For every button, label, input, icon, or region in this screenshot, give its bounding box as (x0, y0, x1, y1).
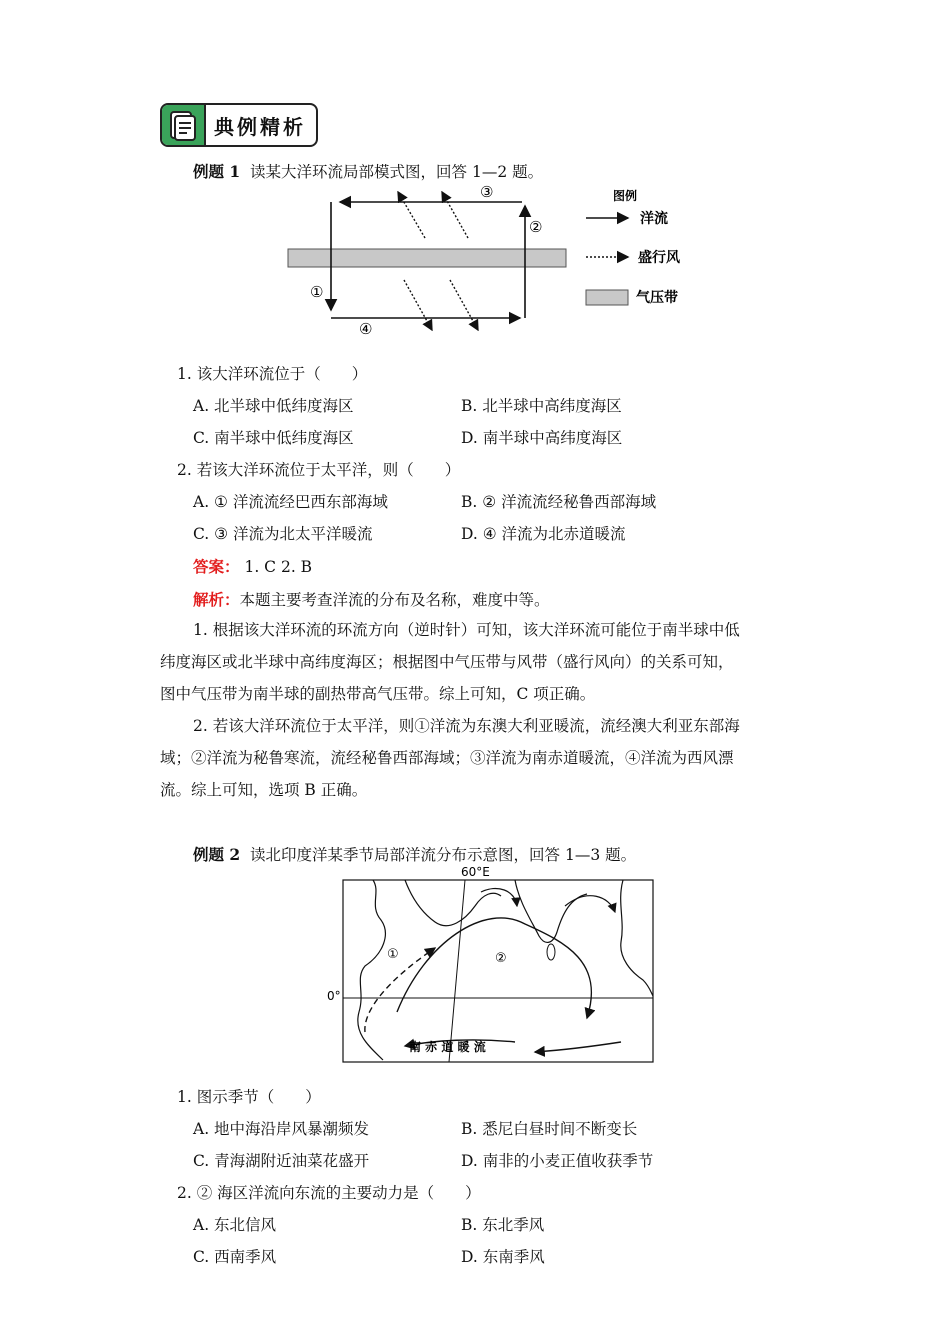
q2-option-d: D. ④ 洋流为北赤道暖流 (461, 525, 626, 543)
q2-option-a: A. ① 洋流流经巴西东部海域 (193, 493, 388, 511)
label-2: ② (529, 218, 543, 236)
answer-line (193, 555, 312, 577)
example1-intro-text: 读某大洋环流局部模式图，回答 1—2 题。 (250, 163, 544, 181)
ex2-q1-option-b: B. 悉尼白昼时间不断变长 (461, 1120, 638, 1138)
ex2-q1-stem: 1. 图示季节（ ） (177, 1088, 321, 1106)
analysis-p1-line2: 纬度海区或北半球中高纬度海区；根据图中气压带与风带（盛行风向）的关系可知， (160, 653, 734, 671)
answer-text: 1. C 2. B (244, 558, 313, 576)
analysis-p1-line3: 图中气压带为南半球的副热带高气压带。综上可知，C 项正确。 (160, 685, 596, 703)
answer-label: 答案： (193, 557, 240, 576)
current-name-label: 南 赤 道 暖 流 (409, 1040, 486, 1054)
document-icon (162, 105, 206, 145)
example2-intro-text: 读北印度洋某季节局部洋流分布示意图，回答 1—3 题。 (250, 846, 637, 864)
example2-label: 例题 2 (193, 845, 241, 864)
sea-label-2: ② (495, 951, 507, 966)
meridian-label: 60°E (461, 865, 490, 879)
ex2-q2-option-b: B. 东北季风 (461, 1216, 545, 1234)
q1-option-c: C. 南半球中低纬度海区 (193, 429, 354, 447)
south-equatorial-arrow (535, 1042, 621, 1052)
q1-option-b: B. 北半球中高纬度海区 (461, 397, 622, 415)
analysis-p2-line2: 域；②洋流为秘鲁寒流，流经秘鲁西部海域；③洋流为南赤道暖流，④洋流为西风漂 (160, 749, 734, 767)
analysis-p2-line3: 流。综上可知，选项 B 正确。 (160, 781, 368, 799)
example1-label: 例题 1 (193, 162, 241, 181)
coastline-arabia (405, 880, 501, 926)
ex2-q2-option-d: D. 东南季风 (461, 1248, 545, 1266)
coastline-india (515, 880, 587, 942)
ex2-q2-stem: 2. ② 海区洋流向东流的主要动力是（ ） (177, 1184, 481, 1202)
indian-ocean-map (325, 862, 660, 1067)
wind-arrow (450, 280, 478, 330)
wind-arrow (398, 192, 425, 238)
coastline-east (621, 880, 653, 996)
label-1: ① (310, 283, 324, 301)
ocean-gyre-diagram (280, 180, 700, 340)
legend-wind-label: 盛行风 (638, 250, 680, 266)
ex2-q2-option-c: C. 西南季风 (193, 1248, 277, 1266)
sri-lanka (547, 944, 555, 960)
legend-belt-swatch (586, 290, 628, 305)
label-4: ④ (359, 320, 373, 338)
wind-arrow (404, 280, 432, 330)
q2-option-c: C. ③ 洋流为北太平洋暖流 (193, 525, 373, 543)
q1-option-a: A. 北半球中低纬度海区 (193, 397, 354, 415)
legend-current-label: 洋流 (640, 211, 668, 227)
equator-label: 0° (327, 989, 341, 1003)
arabian-eddy-arrow (481, 888, 517, 906)
monsoon-current-arrow (397, 918, 591, 1018)
section-header (160, 103, 318, 147)
meridian-60e (449, 880, 465, 1062)
wind-arrow (442, 192, 468, 238)
legend-belt-label: 气压带 (636, 290, 678, 306)
bay-eddy-arrow (565, 896, 615, 912)
q2-stem: 2. 若该大洋环流位于太平洋，则（ ） (177, 461, 461, 479)
coastline-africa (358, 880, 386, 1060)
example1-intro (193, 160, 543, 182)
ex2-q1-option-c: C. 青海湖附近油菜花盛开 (193, 1152, 370, 1170)
analysis-line (193, 588, 550, 610)
sea-label-1: ① (387, 947, 399, 962)
map-frame (343, 880, 653, 1062)
legend-title: 图例 (613, 189, 638, 203)
label-3: ③ (480, 183, 494, 201)
ex2-q1-option-a: A. 地中海沿岸风暴潮频发 (193, 1120, 370, 1138)
q1-option-d: D. 南半球中高纬度海区 (461, 429, 623, 447)
analysis-text: 本题主要考查洋流的分布及名称，难度中等。 (239, 591, 550, 609)
section-title: 典例精析 (214, 115, 306, 139)
q2-option-b: B. ② 洋流流经秘鲁西部海域 (461, 493, 657, 511)
analysis-p1-line1: 1. 根据该大洋环流的环流方向（逆时针）可知，该大洋环流可能位于南半球中低 (193, 621, 740, 639)
q1-stem: 1. 该大洋环流位于（ ） (177, 365, 368, 383)
somali-current-arrow (365, 948, 435, 1032)
ex2-q1-option-d: D. 南非的小麦正值收获季节 (461, 1152, 654, 1170)
analysis-label: 解析： (193, 590, 240, 609)
ex2-q2-option-a: A. 东北信风 (193, 1216, 277, 1234)
analysis-p2-line1: 2. 若该大洋环流位于太平洋，则①洋流为东澳大利亚暖流，流经澳大利亚东部海 (193, 717, 740, 735)
